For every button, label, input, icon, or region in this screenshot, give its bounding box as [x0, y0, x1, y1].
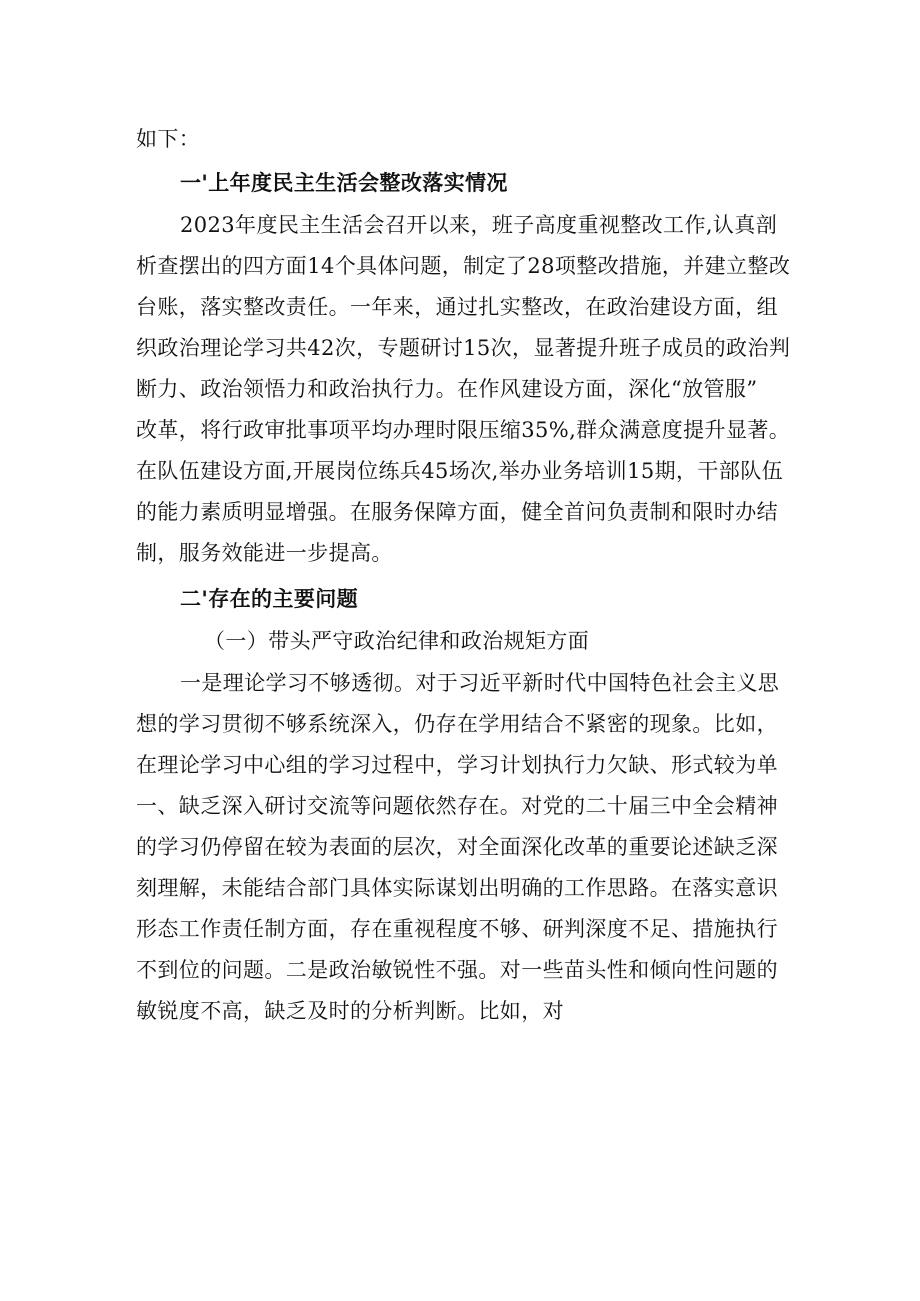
paragraph-line: 织政治理论学习共42次，专题研讨15次，显著提升班子成员的政治判 [136, 336, 791, 360]
intro-text: 如下： [136, 127, 201, 151]
paragraph-line: 析查摆出的四方面14个具体问题，制定了28项整改措施，并建立整改 [136, 254, 791, 278]
paragraph-line: 在队伍建设方面,开展岗位练兵45场次,举办业务培训15期，干部队伍 [136, 459, 783, 483]
paragraph-line: 断力、政治领悟力和政治执行力。在作风建设方面，深化“放管服” [136, 377, 758, 401]
paragraph-line: 敏锐度不高，缺乏及时的分析判断。比如，对 [136, 999, 564, 1023]
paragraph-line: 刻理解，未能结合部门具体实际谋划出明确的工作思路。在落实意识 [136, 876, 778, 900]
section2-heading: 二'存在的主要问题 [180, 586, 359, 611]
paragraph-line: 的能力素质明显增强。在服务保障方面，健全首问负责制和限时办结 [136, 500, 778, 524]
paragraph-line: 制，服务效能进一步提高。 [136, 541, 393, 565]
paragraph-line: 改革，将行政审批事项平均办理时限压缩35%,群众满意度提升显著。 [136, 418, 791, 442]
paragraph-line: 一、缺乏深入研讨交流等问题依然存在。对党的二十届三中全会精神 [136, 794, 778, 818]
paragraph-line: 一是理论学习不够透彻。对于习近平新时代中国特色社会主义思 [180, 671, 780, 695]
paragraph-line: 2023年度民主生活会召开以来，班子高度重视整改工作,认真剖 [180, 213, 778, 237]
paragraph-line: 在理论学习中心组的学习过程中，学习计划执行力欠缺、形式较为单 [136, 753, 778, 777]
paragraph-line: 台账，落实整改责任。一年来，通过扎实整改，在政治建设方面，组 [136, 295, 778, 319]
paragraph-line: 的学习仍停留在较为表面的层次，对全面深化改革的重要论述缺乏深 [136, 835, 778, 859]
paragraph-line: 想的学习贯彻不够系统深入，仍存在学用结合不紧密的现象。比如， [136, 712, 778, 736]
paragraph-line: 不到位的问题。二是政治敏锐性不强。对一些苗头性和倾向性问题的 [136, 958, 778, 982]
section2-subheading: （一）带头严守政治纪律和政治规矩方面 [204, 629, 590, 653]
section1-heading: 一'上年度民主生活会整改落实情况 [180, 170, 508, 195]
paragraph-line: 形态工作责任制方面，存在重视程度不够、研判深度不足、措施执行 [136, 917, 778, 941]
